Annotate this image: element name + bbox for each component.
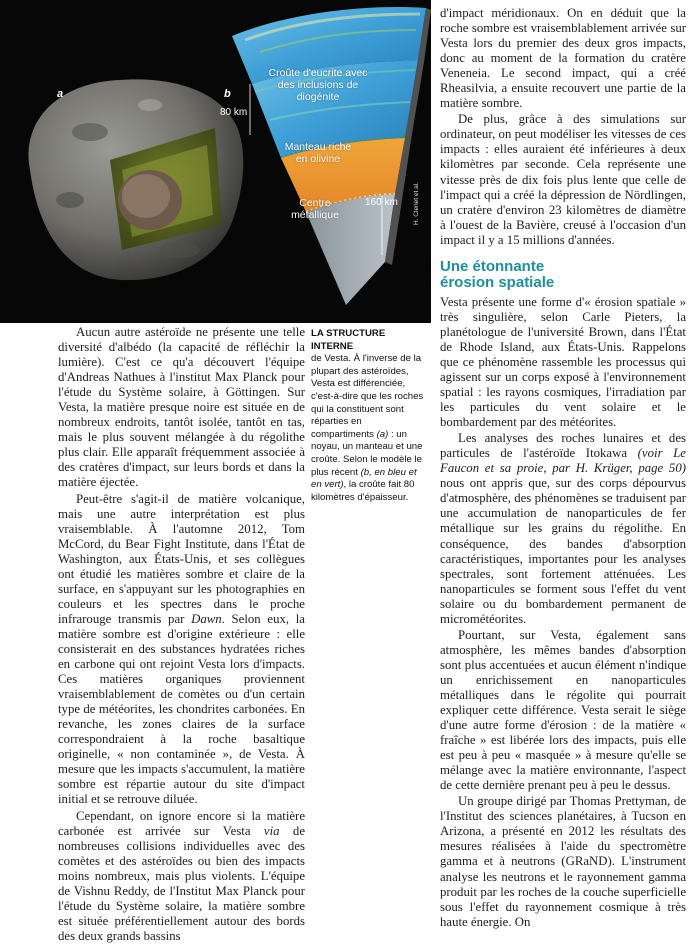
- caption-title: LA STRUCTURE INTERNE: [311, 328, 386, 352]
- caption-text: de Vesta. À l'inverse de la plupart des astéroïdes, Vesta est différenciée, c'est-à-dire que les roches qui la constituent sont réparties en compartiments: [311, 353, 424, 440]
- paragraph: De plus, grâce à des simulations sur ordinateur, on peut modéliser les vitesses de ces impacts : elles auraient été inférieures à deux kilomètres par seconde. Cela représente une vitesse près de dix fois plus lente que celle de l'impact qui a créé la dépression de Nördlingen, un cratère d'environ 23 kilomètres de diamètre à l'ouest de la Bavière, creusé à l'occasion d'un impact il y a 15 millions d'années.: [440, 112, 686, 247]
- text-column-left: [58, 325, 305, 944]
- paragraph: [440, 431, 686, 627]
- paragraph: [58, 809, 305, 944]
- paragraph: Aucun autre astéroïde ne présente une telle diversité d'albédo (la capacité de réfléchir la lumière). C'est ce qu'a découvert l'équipe d'Andreas Nathues à l'institut Max Planck pour l'étude du Système solaire, à Göttingen. Sur Vesta, la matière presque noire est située en de nombreux endroits, tantôt isolée, tantôt en tas, mais le plus souvent mélangée à du régolithe plus clair. Elle apparaît fréquemment associée à des cratères d'impact, sur leurs bords et dans la matière éjectée.: [58, 325, 305, 490]
- text-span: Peut-être s'agit-il de matière volcanique, mais une autre interprétation est plus vraisemblable. À l'automne 2012, Tom McCord, du Bear Fight Institute, dans l'État de Washington, aux États-Unis, et ses collègues ont étudié les matières sombre et claire de la surface, en s'appuyant sur les photographies en couleurs et les spectres dans le proche infrarouge transmis par: [58, 491, 305, 626]
- paragraph: Pourtant, sur Vesta, également sans atmosphère, les mêmes bandes d'absorption sont plus accentuées et aucun élément n'indique un enrichissement en nanoparticules métalliques dans le régolite qui pourrait expliquer cette différence. Vesta serait le siège d'une autre forme d'érosion : de la matière « fraîche » est libérée lors des impacts, puis elle est peu à peu « masquée » à mesure qu'elle se mélange avec la matière environnante, l'aspect de cette dernière prenant peu à peu le dessus.: [440, 627, 686, 793]
- paragraph: Un groupe dirigé par Thomas Prettyman, de l'Institut des sciences planétaires, à Tucson en Arizona, a présenté en 2012 les résultats des mesures réalisées à l'aide du spectromètre gamma et à neutrons (GRaND). L'instrument analyse les neutrons et le rayonnement gamma produit par les roches de la couche superficielle sous l'effet du rayonnement cosmique à très haute énergie. On: [440, 794, 686, 929]
- section-heading-line1: Une étonnante: [440, 257, 545, 275]
- caption-text: : un noyau, un manteau et une croûte. Selon le modèle le plus récent: [311, 428, 423, 478]
- caption-ref: (a): [376, 428, 389, 440]
- core-label-line2: métallique: [291, 209, 339, 221]
- core-label: [285, 197, 345, 221]
- italic-span: Dawn: [191, 611, 222, 626]
- crust-label-line2: des inclusions de diogénite: [277, 79, 359, 103]
- text-column-right: [440, 6, 686, 930]
- core-label-line1: Centre: [299, 197, 331, 209]
- paragraph: Vesta présente une forme d'« érosion spatiale » très singulière, selon Carle Pieters, la planétologue de l'université Brown, dans l'État de Rhode Island, aux États-Unis. Rappelons que ce phénomène rassemble les processus qui agissent sur un corps exposé à l'environnement spatial : les rayons cosmiques, l'irradiation par les particules du vent solaire et le bombardement par des météorites.: [440, 294, 686, 430]
- text-span: . Selon eux, la matière sombre est d'origine extérieure : elle consisterait en des substances hydratées riches en carbone qui ont rejoint Vesta lors d'impacts. Ces matières organiques proviennent vraisemblablement de comètes ou d'un certain type de météorites, les chondrites carbonées. En revanche, les zones claires de la surface correspondraient à la roche basaltique originelle, « non contaminée », de Vesta. À mesure que les impacts s'accumulent, la matière sombre est répartie autour du site d'impact initial et se retrouve diluée.: [58, 611, 305, 807]
- vesta-structure-figure: [0, 0, 431, 323]
- crust-thickness-label: 80 km: [220, 107, 248, 118]
- caption-ref: (b, en bleu et en vert): [311, 466, 417, 491]
- panel-b-label: b: [224, 88, 231, 100]
- panel-a-label: a: [57, 88, 64, 100]
- figure-caption: [311, 328, 427, 504]
- crust-label-line1: Croûte d'eucrite avec: [268, 67, 368, 79]
- cross-reference: (voir Le Faucon et sa proie, par H. Krüger, page 50): [440, 446, 686, 476]
- paragraph: [58, 492, 305, 808]
- crust-label: [258, 67, 378, 103]
- text-span: Les analyses des roches lunaires et des particules de l'astéroïde Itokawa: [440, 431, 686, 461]
- mantle-label: [268, 141, 368, 165]
- text-span: Cependant, on ignore encore si la matière carbonée est arrivée sur Vesta: [58, 808, 305, 838]
- image-credit: H. Clenet et al.: [413, 182, 420, 225]
- mantle-label-line2: en olivine: [295, 153, 341, 165]
- caption-text: , la croûte fait 80 kilomètres d'épaisseur.: [311, 479, 415, 503]
- section-heading: [440, 259, 686, 291]
- italic-span: via: [263, 823, 280, 838]
- text-span: nous ont appris que, sur des corps dépourvus d'atmosphère, des phénomènes se traduisent par une accumulation de nanoparticules de fer métallique sur les grains du régolithe. En conséquence, des bandes d'absorption caractéristiques, importantes pour les analyses spectrales, sont fortement atténuées. Les nanoparticules se forment sous l'effet du vent solaire ou du bombardement permanent de micrométéorites.: [440, 476, 686, 626]
- core-depth-label: 160 km: [365, 197, 398, 208]
- paragraph: d'impact méridionaux. On en déduit que la roche sombre est vraisemblablement arrivée sur Vesta lors du premier des deux gros impacts, donc au moment de la formation du cratère Veneneia. Le second impact, qui a créé Rheasilvia, a ensuite recouvert une partie de la matière sombre.: [440, 6, 686, 111]
- mantle-label-line1: Manteau riche: [284, 141, 352, 153]
- text-span: de nombreuses collisions individuelles avec des comètes et des astéroïdes ou bien des impacts moins nombreux, mais plus violents. L'équipe de Vishnu Reddy, de l'Institut Max Planck pour l'étude du Système solaire, la matière sombre est située préférentiellement autour des bords des deux grands bassins: [58, 823, 305, 943]
- section-heading-line2: érosion spatiale: [440, 273, 555, 291]
